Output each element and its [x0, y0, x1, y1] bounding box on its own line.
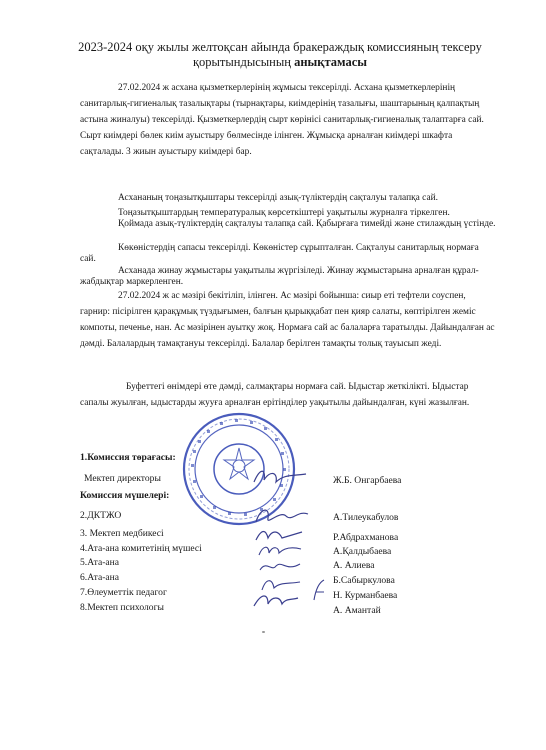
member-name: Б.Сабыркулова — [333, 575, 395, 586]
member-role: 5.Ата-ана — [80, 557, 120, 568]
title-line-2: қорытындысының анықтамасы — [192, 55, 368, 69]
signature-icon — [252, 504, 312, 528]
paragraph-vegetables: Көкөністердің сапасы тексерілді. Көкөністер сұрыпталған. Сақталуы санитарлық нормаға сай. — [80, 243, 479, 264]
member-name: Р.Абдрахманова — [333, 532, 399, 543]
signature-icon — [250, 466, 310, 488]
member-name: А. Амантай — [333, 605, 381, 616]
member-name: А. Алиева — [333, 560, 375, 571]
signature-icon — [310, 578, 328, 604]
signature-icon — [256, 558, 306, 576]
paragraph-temperature: Тоңазытқыштардың температуралық көрсеткіштері уақытылы журналға тіркелген. — [118, 208, 450, 218]
member-name: А.Тилеукабулов — [333, 512, 399, 523]
paragraph-buffet: Буфеттегі өнімдері өте дәмді, салмақтары нормаға сай. Ыдыстар жеткілікті. Ыдыстар сапалы жуылған, ыдыстарды жууға арналған ерітінділер уақытылы дайындалған, күні жазылған. — [80, 382, 470, 408]
director-name: Ж.Б. Онгарбаева — [333, 475, 402, 486]
title-bold-word: анықтамасы — [294, 55, 368, 69]
member-role: 2.ДКТЖО — [80, 510, 122, 521]
paragraph-menu: 27.02.2024 ж ас мәзірі бекітіліп, ілінген. Ас мәзірі бойынша: сиыр еті тефтели соуспен, гарнир: пісірілген қарақұмық түздығымен, балғын қырыққабат пен қияр салаты, көптірілген жеміс компоты, печенье, нан. Ас мәзірінен ауытқу жоқ. Нормаға сай ас балаларға таратылды. Дайындалған ас дәмді. Балалардың тамақтануы тексерілді. Балалар берілген тамақты толық тауысып жеді. — [80, 291, 495, 349]
member-role: 3. Мектеп медбикесі — [80, 528, 164, 539]
signature-icon — [255, 541, 305, 559]
paragraph-storage: Қоймада азық-түліктердің сақталуы талапқа сай. Қабырғаға тимейді және стилаждың үстінде. — [118, 219, 496, 229]
member-role: 6.Ата-ана — [80, 572, 120, 583]
title-line-1: 2023-2024 оқу жылы желтоқсан айында бракераждық комиссияның тексеру — [78, 40, 482, 54]
member-name: Н. Курманбаева — [333, 590, 398, 601]
director-role: Мектеп директоры — [84, 473, 161, 484]
paragraph-cleaning: Асханада жинау жұмыстары уақытылы жүргізіледі. Жинау жұмыстарына арналған құрал-жабдықтар маркерленген. — [80, 266, 479, 287]
member-name: А.Қалдыбаева — [333, 546, 392, 557]
chair-heading: 1.Комиссия төрағасы: — [80, 452, 176, 463]
signature-icon — [250, 590, 302, 612]
paragraph-staff-check: 27.02.2024 ж асхана қызметкерлерінің жұмысы тексерілді. Асхана қызметкерлерінің санитарлық-гигиеналық тазалықтары (тырнақтары, киімдерінің тазалығы, шаштарының қалпақтың астына жиналуы) тексерілді. Қызметкерлердің сырт көрінісі санитарлық-гигиеналық талаптарға сай. Сырт киімдері бөлек киім ауыстыру бөлмесінде ілінген. Жұмысқа арналған киімдері шкафта сақталады. 3 жиын ауыстыру киімдері бар. — [80, 83, 484, 157]
document-title — [70, 40, 490, 70]
member-role: 7.Өлеуметтік педагог — [80, 587, 167, 598]
ink-dot — [262, 631, 265, 633]
member-role: 8.Мектеп психологы — [80, 602, 164, 613]
paragraph-fridges: Асхананың тоңазытқыштары тексерілді азық-түліктердің сақталуы талапқа сай. — [118, 193, 438, 203]
member-role: 4.Ата-ана комитетінің мүшесі — [80, 543, 202, 554]
members-heading: Комиссия мүшелері: — [80, 490, 170, 501]
